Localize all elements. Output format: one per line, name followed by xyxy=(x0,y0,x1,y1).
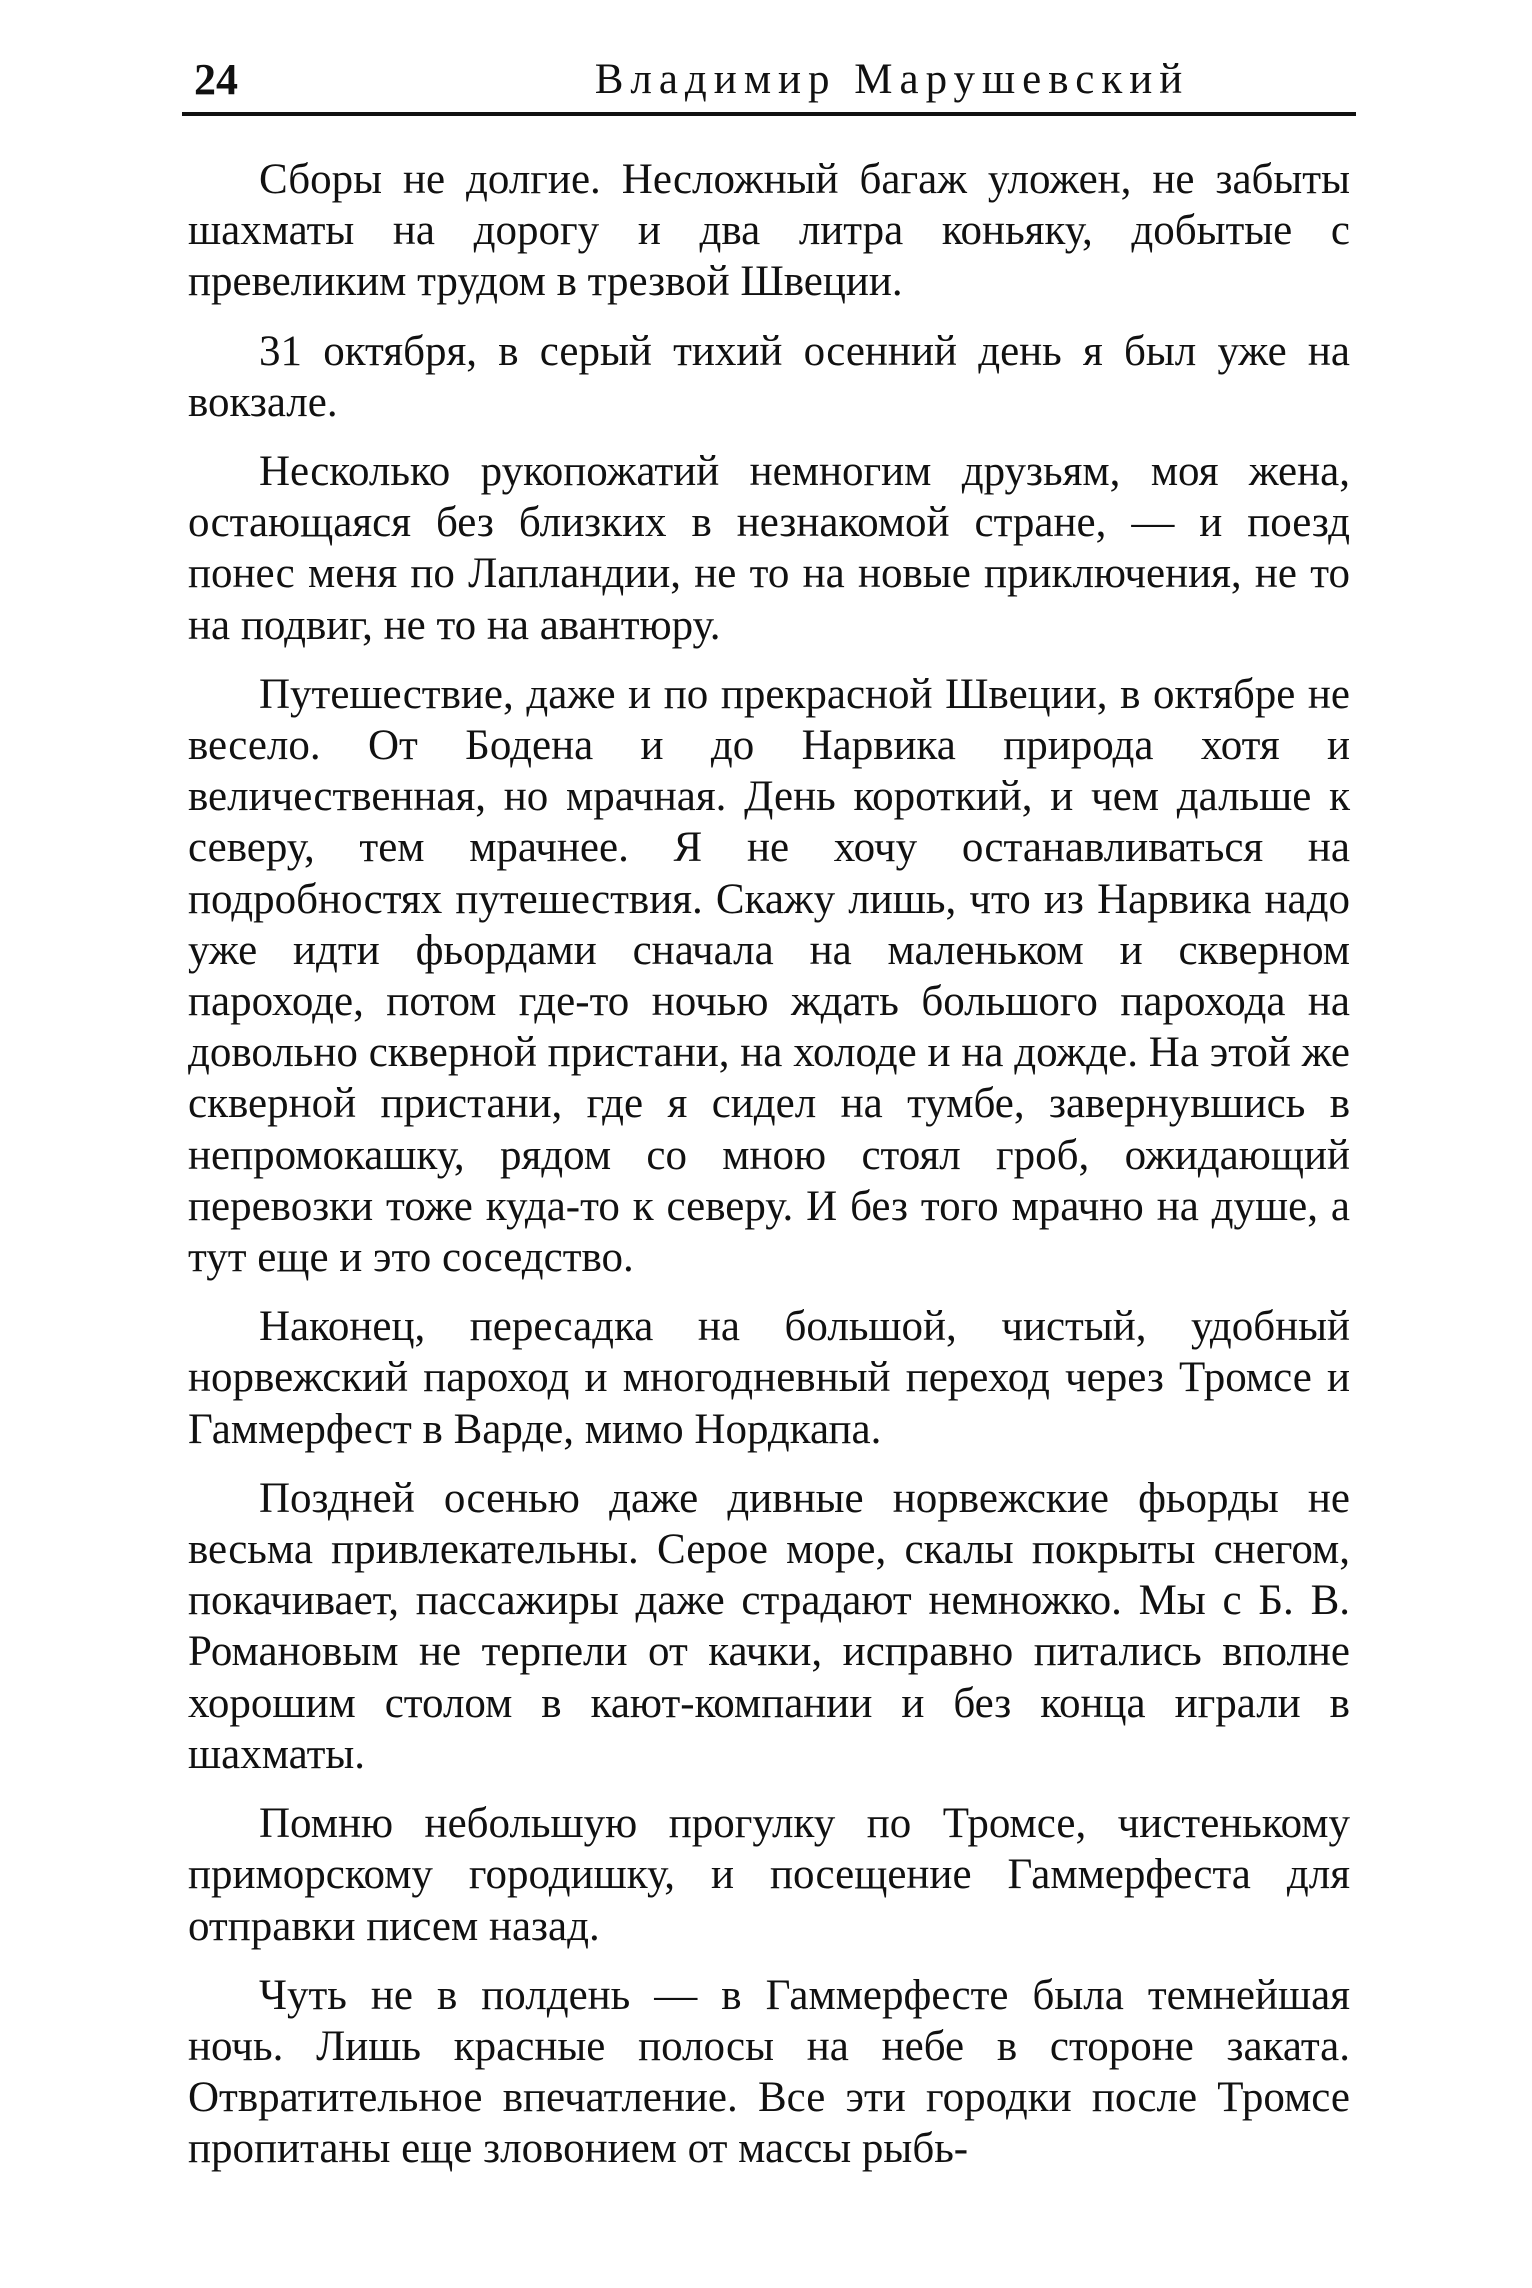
paragraph: Чуть не в полдень — в Гаммерфесте была темнейшая ночь. Лишь красные полосы на небе в стороне заката. Отвратительное впечатление. Все эти городки после Тромсе пропитаны еще зловонием от массы рыбь- xyxy=(188,1971,1350,2173)
paragraph: Помню небольшую прогулку по Тромсе, чистенькому приморскому городишку, и посещение Гаммерфеста для отправки писем назад. xyxy=(188,1800,1350,1950)
paragraph: 31 октября, в серый тихий осенний день я был уже на вокзале. xyxy=(188,327,1350,426)
running-head xyxy=(182,50,1356,116)
text-body xyxy=(188,154,1350,2193)
paragraph: Наконец, пересадка на большой, чистый, удобный норвежский пароход и многодневный переход через Тромсе и Гаммерфест в Варде, мимо Нордкапа. xyxy=(188,1303,1350,1453)
book-author-header: Владимир Марушевский xyxy=(594,56,1190,103)
paragraph: Сборы не долгие. Несложный багаж уложен, не забыты шахматы на дорогу и два литра коньяку, добытые с превеликим трудом в трезвой Швеции. xyxy=(188,156,1350,306)
paragraph: Несколько рукопожатий немногим друзьям, моя жена, остающаяся без близких в незнакомой стране, — и поезд понес меня по Лапландии, не то на новые приключения, не то на подвиг, не то на авантюру. xyxy=(188,448,1350,649)
paragraph: Путешествие, даже и по прекрасной Швеции, в октябре не весело. От Бодена и до Нарвика природа хотя и величественная, но мрачная. День короткий, и чем дальше к северу, тем мрачнее. Я не хочу останавливаться на подробностях путешествия. Скажу лишь, что из Нарвика надо уже идти фьордами сначала на маленьком и скверном пароходе, потом где-то ночью ждать большого парохода на довольно скверной пристани, на холоде и на дожде. На этой же скверной пристани, где я сидел на тумбе, завернувшись в непромокашку, рядом со мною стоял гроб, ожидающий перевозки тоже куда-то к северу. И без того мрачно на душе, а тут еще и это соседство. xyxy=(188,670,1350,1282)
page-number: 24 xyxy=(194,55,238,104)
paragraph: Поздней осенью даже дивные норвежские фьорды не весьма привлекательны. Серое море, скалы покрыты снегом, покачивает, пассажиры даже страдают немножко. Мы с Б. В. Романовым не терпели от качки, исправно питались вполне хорошим столом в кают-компании и без конца играли в шахматы. xyxy=(188,1474,1350,1778)
